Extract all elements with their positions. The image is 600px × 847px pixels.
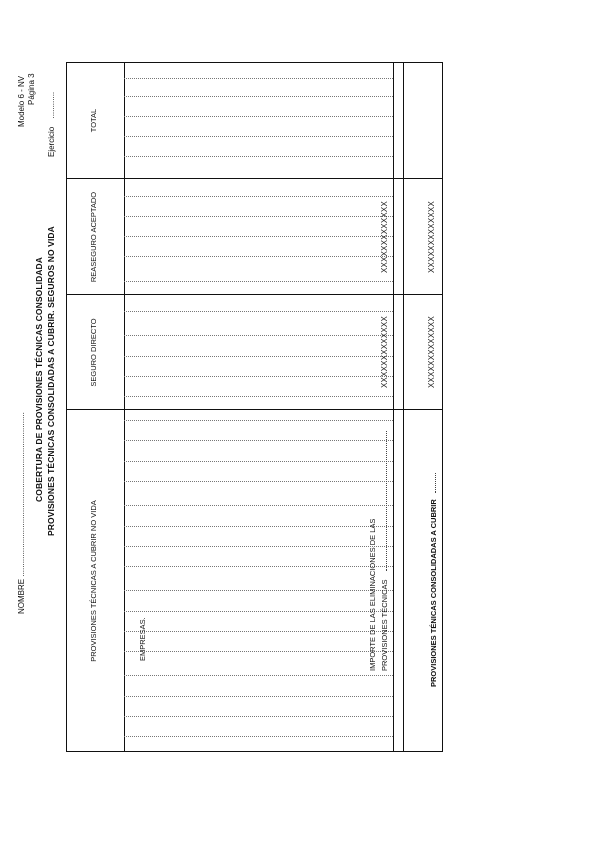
eliminaciones-bottom-divider — [403, 62, 404, 752]
row-separator — [124, 311, 393, 312]
header-row-divider — [124, 62, 125, 752]
row-separator — [124, 116, 393, 117]
row-separator — [124, 196, 393, 197]
col-header-total: TOTAL — [89, 108, 98, 133]
row-separator — [124, 716, 393, 717]
row-separator — [124, 461, 393, 462]
eliminaciones-label-text: PROVISIONES TÉCNICAS — [380, 579, 389, 671]
title-line-1: COBERTURA DE PROVISIONES TÉCNICAS CONSOLIDADA — [34, 256, 44, 502]
title-line-2: PROVISIONES TÉCNICAS CONSOLIDADAS A CUBRIR. SEGUROS NO VIDA — [46, 226, 56, 536]
row-separator — [124, 335, 393, 336]
eliminaciones-label-line-2 — [378, 431, 390, 671]
nombre-field — [17, 412, 27, 614]
row-separator — [124, 651, 393, 652]
consolidadas-label-row — [427, 473, 439, 687]
empresas-label: EMPRESAS. — [138, 617, 147, 661]
row-separator — [124, 590, 393, 591]
row-separator — [124, 481, 393, 482]
row-separator — [124, 736, 393, 737]
row-separator — [124, 96, 393, 97]
nombre-dots: .......................................................................... — [17, 412, 26, 577]
row-separator — [124, 356, 393, 357]
row-separator — [124, 631, 393, 632]
eliminaciones-leader-dots — [378, 431, 387, 571]
xmark-eliminaciones-seguro-directo: XXXXXXXXXXXXX — [380, 316, 389, 388]
row-separator — [124, 505, 393, 506]
col-divider-3 — [66, 178, 443, 179]
col-header-provisiones: PROVISIONES TÉCNICAS A CUBRIR NO VIDA — [89, 500, 98, 662]
row-separator — [124, 256, 393, 257]
ejercicio-field — [47, 92, 57, 157]
ejercicio-dots: ............ — [47, 91, 56, 119]
ejercicio-label: Ejercicio — [47, 126, 56, 157]
row-separator — [124, 546, 393, 547]
row-separator — [124, 236, 393, 237]
row-separator — [124, 526, 393, 527]
row-separator — [124, 675, 393, 676]
row-separator — [124, 440, 393, 441]
consolidadas-leader-dots — [427, 473, 436, 493]
row-separator — [124, 696, 393, 697]
xmark-consolidadas-reaseguro: XXXXXXXXXXXXX — [427, 201, 436, 273]
row-separator — [124, 281, 393, 282]
modelo-label: Modelo 6 - NV — [17, 75, 26, 127]
row-separator — [124, 376, 393, 377]
col-header-seguro-directo: SEGURO DIRECTO — [89, 318, 98, 387]
col-header-reaseguro-aceptado: REASEGURO ACEPTADO — [89, 191, 98, 283]
row-separator — [124, 420, 393, 421]
row-separator — [124, 216, 393, 217]
col-divider-2 — [66, 294, 443, 295]
row-separator — [124, 611, 393, 612]
row-separator — [124, 78, 393, 79]
row-separator — [124, 396, 393, 397]
col-divider-1 — [66, 409, 443, 410]
consolidadas-label: PROVISIONES TÉNICAS CONSOLIDADAS A CUBRIR — [429, 499, 438, 687]
xmark-consolidadas-seguro-directo: XXXXXXXXXXXXX — [427, 316, 436, 388]
row-separator — [124, 156, 393, 157]
eliminaciones-label-line-1: IMPORTE DE LAS ELIMINACIONES DE LAS — [368, 518, 377, 671]
row-separator — [124, 566, 393, 567]
xmark-eliminaciones-reaseguro: XXXXXXXXXXXXX — [380, 201, 389, 273]
nombre-label: NOMBRE — [17, 578, 26, 614]
pagina-label: Página 3 — [27, 73, 36, 105]
body-bottom-divider — [393, 62, 394, 752]
row-separator — [124, 136, 393, 137]
